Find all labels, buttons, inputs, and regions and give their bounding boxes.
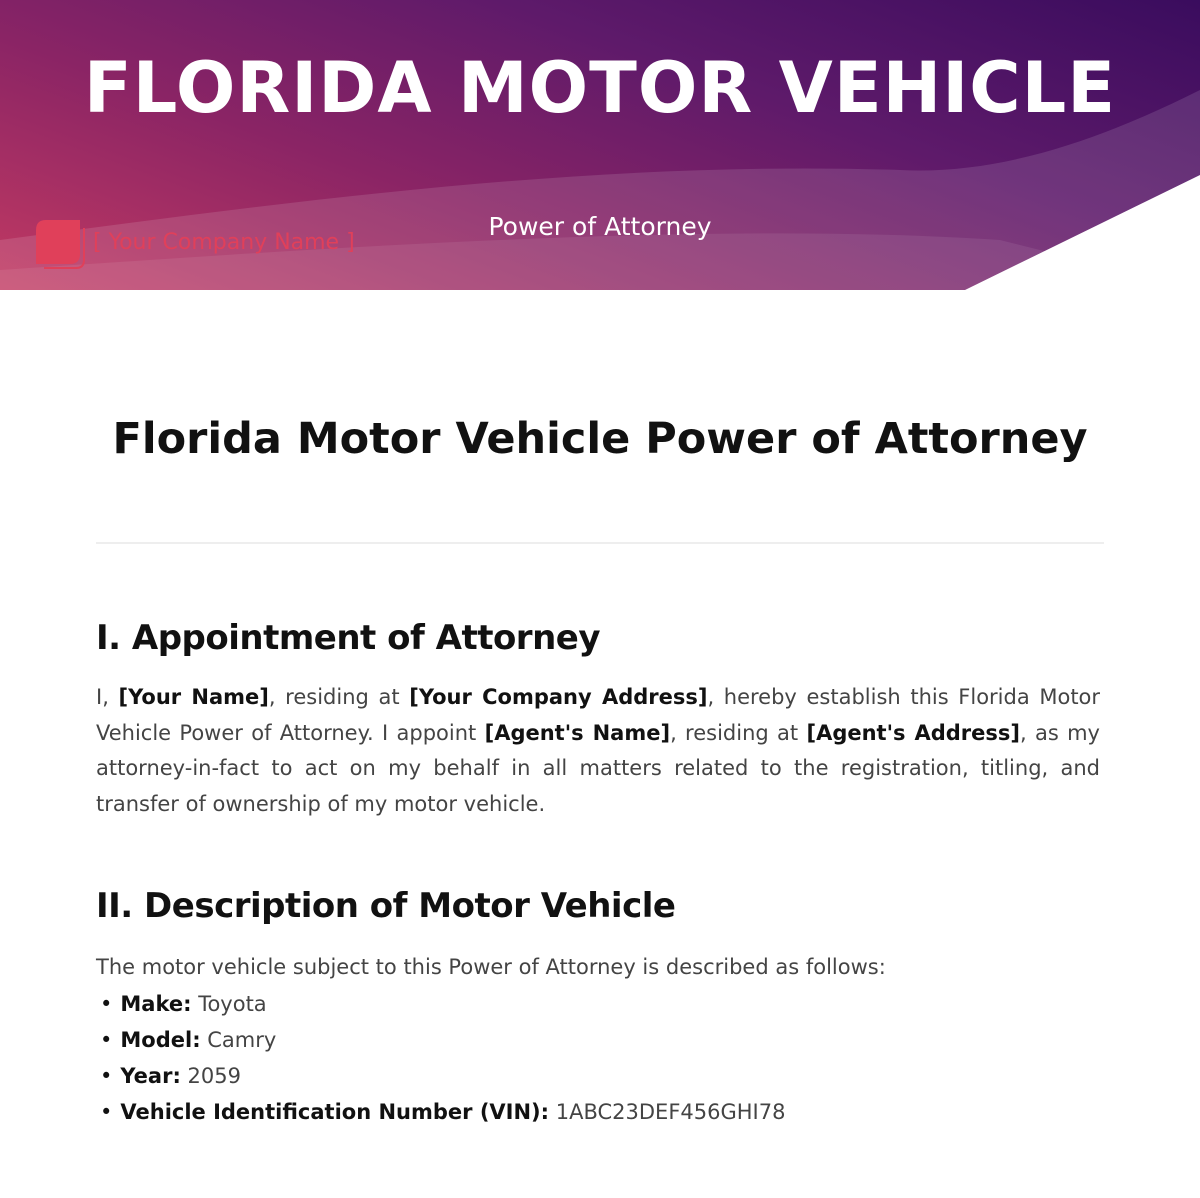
section-intro: The motor vehicle subject to this Power of Attorney is described as follows: bbox=[96, 955, 886, 979]
section-vehicle-description bbox=[96, 886, 1100, 1130]
company-logo-icon bbox=[36, 220, 86, 270]
document-title: Florida Motor Vehicle Power of Attorney bbox=[112, 414, 1088, 464]
vehicle-details-list bbox=[96, 986, 1100, 1130]
section-paragraph: I, [Your Name], residing at [Your Company Address], hereby establish this Florida Motor Vehicle Power of Attorney. I appoint [Agent's Name], residing at [Agent's Address], as my attorney-in-fact to act on my behalf in all matters related to the registration, titling, and transfer of ownership of my motor vehicle. bbox=[96, 685, 1101, 816]
section-heading: II. Description of Motor Vehicle bbox=[96, 886, 676, 926]
header-banner bbox=[0, 0, 1200, 290]
header-subtitle: Power of Attorney bbox=[488, 212, 712, 241]
section-appointment bbox=[96, 618, 1100, 822]
list-item: • Model: Camry bbox=[96, 1022, 1100, 1058]
list-item: • Make: Toyota bbox=[96, 986, 1100, 1022]
divider bbox=[96, 542, 1104, 544]
header-title: FLORIDA MOTOR VEHICLE bbox=[83, 47, 1117, 129]
list-item: • Year: 2059 bbox=[96, 1058, 1100, 1094]
section-heading: I. Appointment of Attorney bbox=[96, 618, 601, 658]
company-name: [ Your Company Name ] bbox=[93, 230, 355, 255]
list-item: • Vehicle Identification Number (VIN): 1ABC23DEF456GHI78 bbox=[96, 1094, 1100, 1130]
